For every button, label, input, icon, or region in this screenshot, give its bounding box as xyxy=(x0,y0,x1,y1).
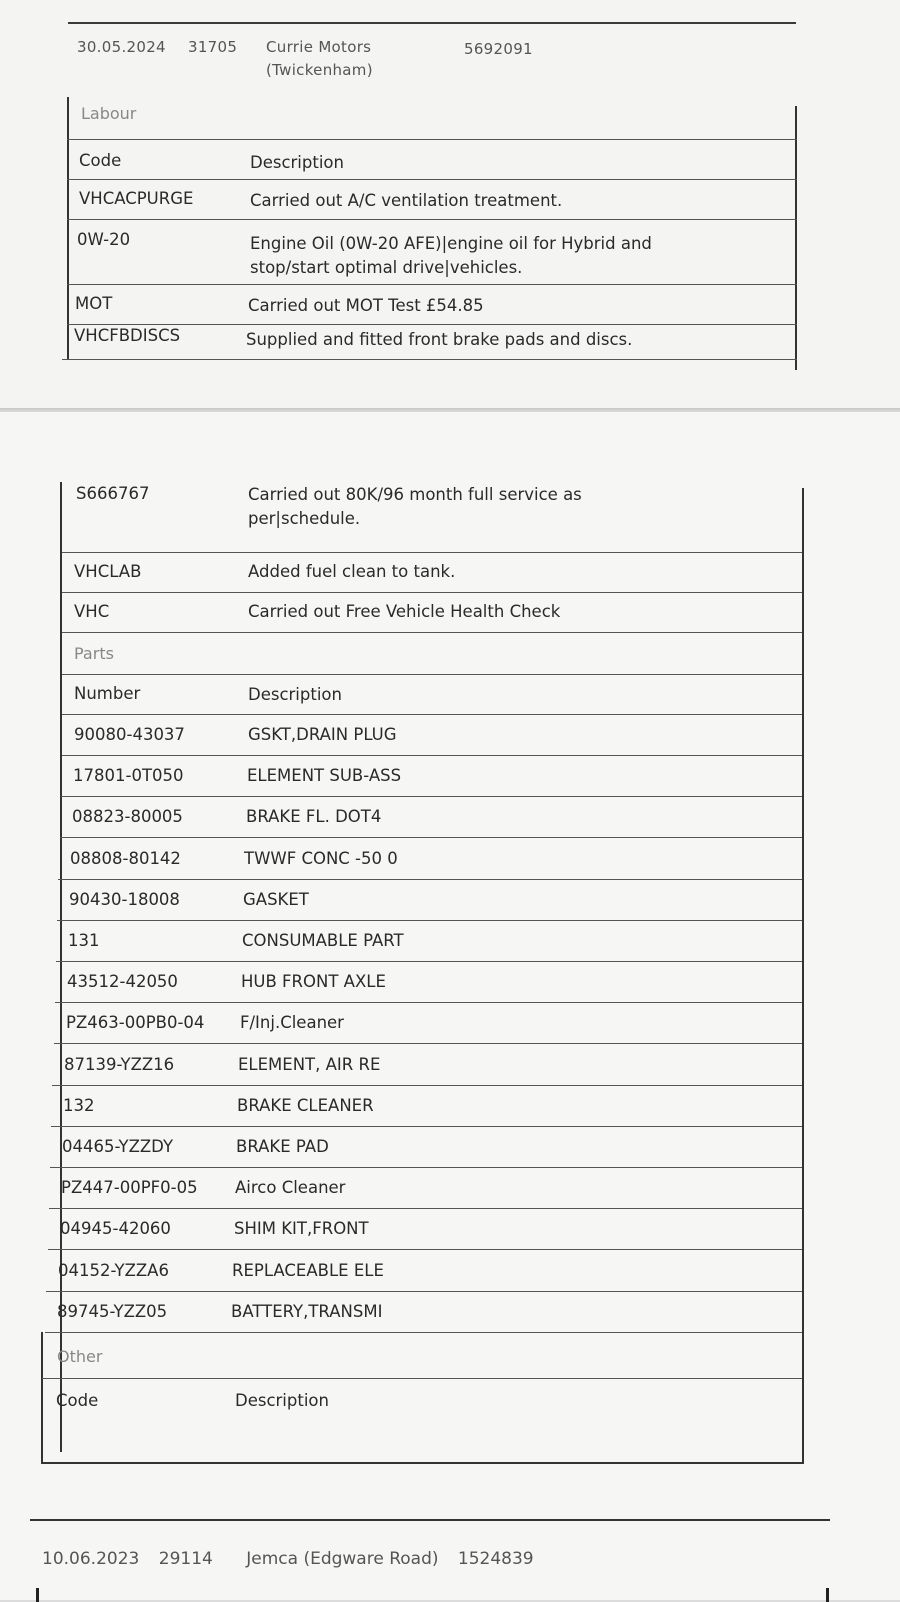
labour-description: Added fuel clean to tank. xyxy=(248,562,456,581)
labour-section-label: Labour xyxy=(81,104,137,123)
part-number: 17801-0T050 xyxy=(73,766,184,785)
part-description: BRAKE FL. DOT4 xyxy=(246,807,382,826)
labour-description: Carried out MOT Test £54.85 xyxy=(248,296,484,315)
part-number: 132 xyxy=(63,1096,95,1115)
parts-section-label: Parts xyxy=(74,644,114,663)
table-row xyxy=(57,879,802,921)
part-description: BATTERY,TRANSMI xyxy=(231,1302,383,1321)
service-header-2023 xyxy=(42,1549,548,1569)
col-code: Code xyxy=(56,1391,99,1410)
dealer-location: (Twickenham) xyxy=(266,61,373,79)
part-number: 04152-YZZA6 xyxy=(58,1261,169,1280)
table-row xyxy=(62,552,802,593)
col-number: Number xyxy=(74,684,141,703)
part-description: REPLACEABLE ELE xyxy=(232,1261,384,1280)
part-number: 131 xyxy=(68,931,100,950)
other-section-label: Other xyxy=(57,1347,103,1366)
service-mileage: 31705 xyxy=(188,38,238,56)
table-row xyxy=(45,1291,802,1333)
part-description: TWWF CONC -50 0 xyxy=(244,849,398,868)
part-description: ELEMENT SUB-ASS xyxy=(247,766,402,785)
part-description: F/Inj.Cleaner xyxy=(240,1013,344,1032)
labour-description: Carried out A/C ventilation treatment. xyxy=(250,191,563,210)
table-row xyxy=(67,179,797,220)
labour-description: Carried out 80K/96 month full service as xyxy=(248,485,582,504)
part-number: 08808-80142 xyxy=(70,849,181,868)
parts-column-header-row xyxy=(62,674,802,715)
other-section-row xyxy=(42,1332,802,1379)
table-row xyxy=(54,1002,802,1044)
parts-section-row xyxy=(62,632,802,675)
labour-code: S666767 xyxy=(76,484,150,503)
part-number: 87139-YZZ16 xyxy=(64,1055,175,1074)
labour-code: VHCLAB xyxy=(74,562,142,581)
bottom-rule xyxy=(30,1519,830,1521)
service-record-page-1 xyxy=(0,0,900,412)
table-row xyxy=(46,1250,802,1292)
invoice-number: 5692091 xyxy=(464,40,533,58)
dealer-name: Currie Motors xyxy=(266,38,372,56)
col-description: Description xyxy=(250,153,344,172)
table-row xyxy=(49,1167,802,1209)
table-row xyxy=(55,961,802,1003)
labour-description: Engine Oil (0W-20 AFE)|engine oil for Hybrid and xyxy=(250,234,652,253)
service-mileage: 29114 xyxy=(158,1549,213,1569)
table-row xyxy=(67,219,797,285)
part-description: GSKT,DRAIN PLUG xyxy=(248,725,397,744)
table-row xyxy=(67,284,797,325)
part-description: BRAKE PAD xyxy=(236,1137,329,1156)
labour-column-header-row xyxy=(67,139,797,180)
part-number: 89745-YZZ05 xyxy=(57,1302,168,1321)
part-number: 43512-42050 xyxy=(67,972,178,991)
table-right-border xyxy=(802,488,804,1464)
labour-description-line2: per|schedule. xyxy=(248,509,361,528)
part-number: 08823-80005 xyxy=(72,807,183,826)
table-row xyxy=(60,796,802,838)
labour-description-line2: stop/start optimal drive|vehicles. xyxy=(250,258,523,277)
service-date: 10.06.2023 xyxy=(42,1549,140,1569)
part-number: 04465-YZZDY xyxy=(62,1137,174,1156)
service-record-page-2 xyxy=(0,412,900,1600)
top-rule xyxy=(68,22,796,24)
part-description: ELEMENT, AIR RE xyxy=(238,1055,381,1074)
table-row xyxy=(56,920,802,962)
col-description: Description xyxy=(248,685,342,704)
table-row xyxy=(62,324,797,360)
part-number: PZ447-00PF0-05 xyxy=(61,1178,198,1197)
labour-description: Supplied and fitted front brake pads and discs. xyxy=(246,330,633,349)
table-row xyxy=(48,1208,802,1250)
labour-code: VHC xyxy=(74,602,110,621)
labour-section-row xyxy=(67,97,797,140)
table-row xyxy=(62,714,802,756)
table-row xyxy=(62,592,802,633)
labour-code: 0W-20 xyxy=(77,230,131,249)
part-number: 90080-43037 xyxy=(74,725,185,744)
dealer-name: Jemca (Edgware Road) xyxy=(246,1549,439,1569)
part-description: HUB FRONT AXLE xyxy=(241,972,386,991)
table-row xyxy=(62,474,802,553)
part-number: PZ463-00PB0-04 xyxy=(66,1013,205,1032)
invoice-number: 1524839 xyxy=(457,1549,534,1569)
service-date: 30.05.2024 xyxy=(77,38,166,56)
table-row xyxy=(61,755,802,797)
col-description: Description xyxy=(235,1391,329,1410)
part-number: 90430-18008 xyxy=(69,890,180,909)
part-description: SHIM KIT,FRONT xyxy=(234,1219,369,1238)
part-description: GASKET xyxy=(243,890,309,909)
table-bottom-border xyxy=(41,1442,804,1464)
table-row xyxy=(51,1085,802,1127)
table-row xyxy=(58,838,802,880)
labour-description: Carried out Free Vehicle Health Check xyxy=(248,602,561,621)
labour-code: VHCFBDISCS xyxy=(74,326,181,345)
part-description: Airco Cleaner xyxy=(235,1178,346,1197)
other-column-header-row xyxy=(42,1378,802,1420)
part-description: CONSUMABLE PART xyxy=(242,931,404,950)
part-number: 04945-42060 xyxy=(60,1219,171,1238)
table-row xyxy=(50,1126,802,1168)
table-row xyxy=(52,1044,802,1086)
labour-code: VHCACPURGE xyxy=(79,189,194,208)
part-description: BRAKE CLEANER xyxy=(237,1096,374,1115)
col-code: Code xyxy=(79,151,122,170)
labour-code: MOT xyxy=(75,294,113,313)
